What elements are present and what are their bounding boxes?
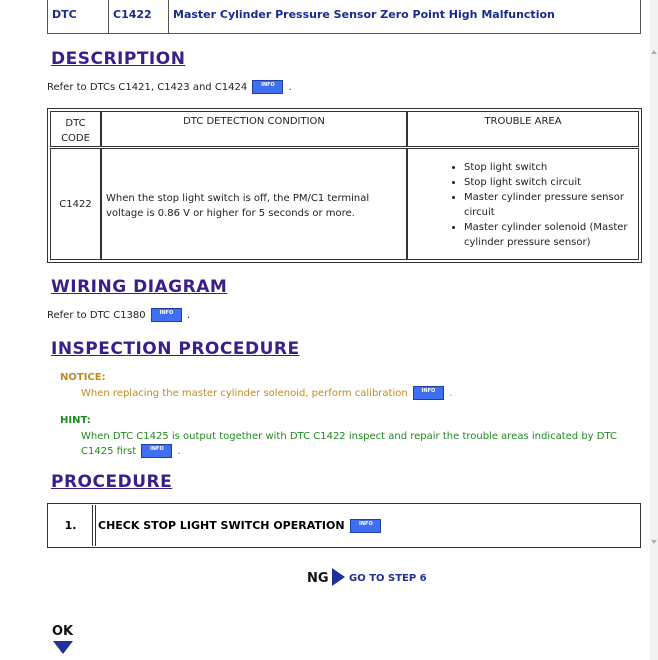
- dtc-header-code: C1422: [109, 0, 169, 33]
- ng-label: NG: [307, 571, 329, 586]
- table-header-condition: DTC DETECTION CONDITION: [101, 111, 407, 147]
- dtc-table: [47, 108, 642, 263]
- hint-label: HINT:: [60, 415, 91, 426]
- step-title-text: CHECK STOP LIGHT SWITCH OPERATION: [98, 519, 345, 532]
- trouble-area-list: [449, 160, 634, 250]
- ng-arrow-icon: [332, 568, 345, 586]
- step-title: [95, 505, 639, 546]
- dtc-header-title: Master Cylinder Pressure Sensor Zero Point High Malfunction: [173, 8, 555, 21]
- wiring-ref: [47, 308, 190, 322]
- procedure-step: [47, 503, 641, 548]
- scroll-down-icon[interactable]: [651, 540, 657, 544]
- table-cell-code: C1422: [50, 148, 101, 260]
- info-button[interactable]: INFO: [151, 308, 182, 322]
- list-item: • Stop light switch circuit: [464, 175, 634, 190]
- procedure-heading: PROCEDURE: [51, 472, 173, 492]
- notice-text: [81, 386, 452, 400]
- hint-text: [81, 429, 641, 459]
- list-item: • Master cylinder pressure sensor circuit: [464, 190, 634, 220]
- info-button[interactable]: INFO: [141, 444, 172, 458]
- wiring-ref-suffix: .: [187, 310, 191, 321]
- dtc-header-label: DTC: [48, 0, 109, 33]
- goto-step-link[interactable]: GO TO STEP 6: [349, 573, 427, 584]
- ok-arrow-icon[interactable]: [53, 641, 73, 654]
- list-item: • Master cylinder solenoid (Master cylinder pressure sensor): [464, 220, 634, 250]
- description-ref-text: Refer to DTCs C1421, C1423 and C1424: [47, 82, 248, 93]
- info-button[interactable]: INFO: [413, 386, 444, 400]
- notice-text-body: When replacing the master cylinder solenoid, perform calibration: [81, 388, 408, 399]
- scroll-up-icon[interactable]: [651, 50, 657, 54]
- info-button[interactable]: INFO: [252, 80, 283, 94]
- notice-suffix: .: [449, 388, 453, 399]
- table-cell-condition: When the stop light switch is off, the PM/C1 terminal voltage is 0.86 V or higher for 5 seconds or more.: [101, 148, 407, 260]
- description-ref: [47, 80, 292, 94]
- ok-label: OK: [52, 624, 74, 639]
- hint-text-body: When DTC C1425 is output together with DTC C1422 inspect and repair the trouble areas indicated by DTC C1425 first: [81, 431, 617, 457]
- list-item: • Stop light switch: [464, 160, 634, 175]
- hint-suffix: .: [177, 446, 181, 457]
- table-cell-trouble-area: [407, 148, 639, 260]
- inspection-heading: INSPECTION PROCEDURE: [51, 339, 300, 359]
- wiring-ref-text: Refer to DTC C1380: [47, 310, 146, 321]
- description-ref-suffix: .: [288, 82, 292, 93]
- table-header-trouble-area: TROUBLE AREA: [407, 111, 639, 147]
- dtc-header-table: [47, 0, 641, 34]
- wiring-heading: WIRING DIAGRAM: [51, 277, 228, 297]
- description-heading: DESCRIPTION: [51, 49, 186, 69]
- scrollbar[interactable]: [650, 0, 658, 568]
- step-number: 1.: [49, 505, 93, 546]
- table-header-dtc-code: DTC CODE: [50, 111, 101, 147]
- notice-label: NOTICE:: [60, 372, 106, 383]
- info-button[interactable]: INFO: [350, 519, 381, 533]
